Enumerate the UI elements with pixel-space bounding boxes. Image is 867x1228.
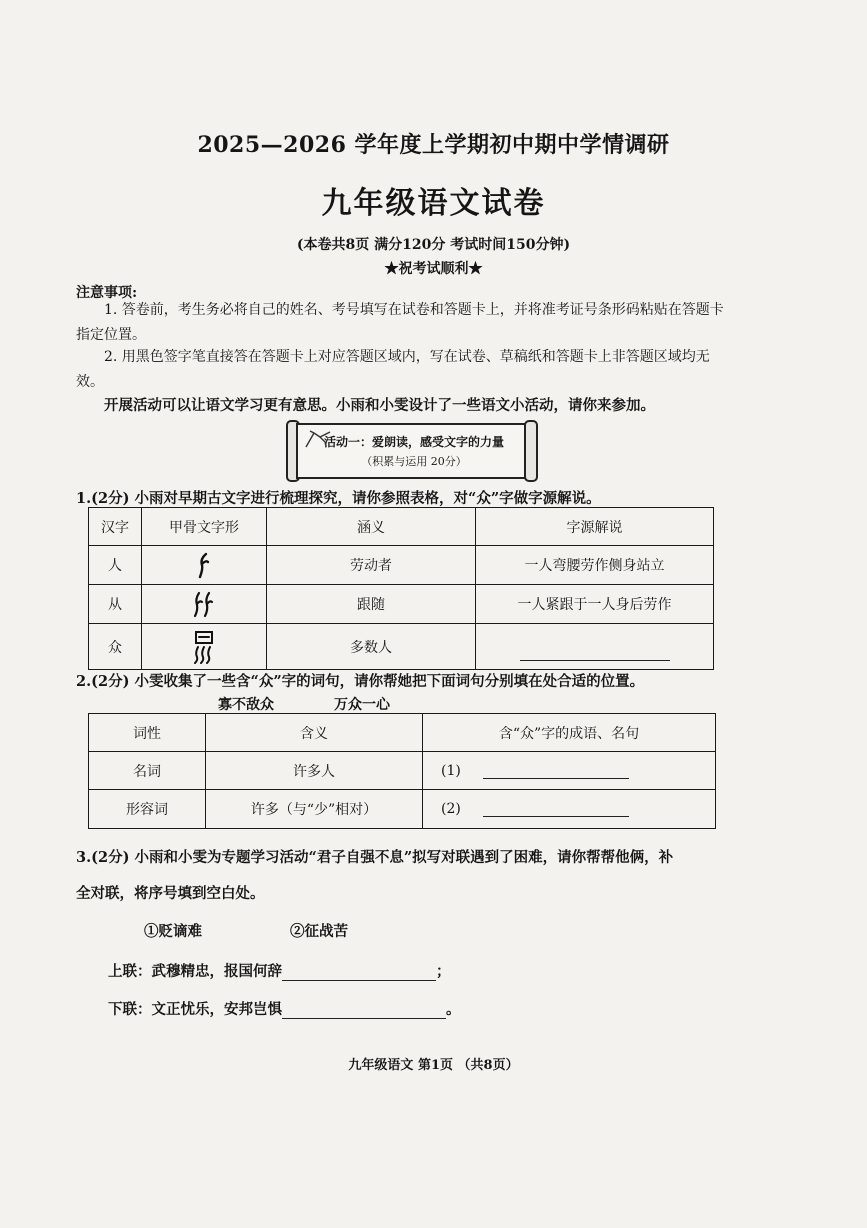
table-row: [89, 546, 714, 585]
q2-col-meaning: 含义: [206, 714, 423, 752]
table-row: [89, 752, 716, 790]
q1-char: 众: [89, 624, 142, 670]
q2-col-pos: 词性: [89, 714, 206, 752]
q1-answer-blank[interactable]: [520, 644, 670, 661]
q1-header-row: [89, 508, 714, 546]
scroll-body: [296, 423, 532, 479]
oracle-zhong-glyph: [142, 624, 267, 670]
q3-lower-end: 。: [446, 1001, 461, 1018]
q3-upper-couplet: [108, 960, 451, 981]
q3-prompt-line-2: 全对联，将序号填到空白处。: [76, 885, 265, 902]
q2-option-2: 万众一心: [334, 697, 390, 713]
q3-lower-text: 下联：文正忧乐，安邦岂惧: [108, 1001, 282, 1018]
q3-upper-text: 上联：武穆精忠，报国何辞: [108, 963, 282, 980]
q1-char: 人: [89, 546, 142, 585]
q1-col-glyph: 甲骨文字形: [142, 508, 267, 546]
q3-prompt-line-1: 3.(2分) 小雨和小雯为专题学习活动“君子自强不息”拟写对联遇到了困难，请你帮帮他俩，补: [76, 849, 674, 866]
table-row: [89, 790, 716, 829]
q1-col-char: 汉字: [89, 508, 142, 546]
paper-info: (本卷共8页 满分120分 考试时间150分钟): [296, 237, 571, 253]
q3-upper-blank[interactable]: [282, 966, 436, 981]
q2-answer-blank-2[interactable]: [483, 802, 629, 817]
q1-answer-cell: [476, 624, 714, 670]
q3-upper-end: ；: [436, 963, 451, 980]
q1-meaning: 劳动者: [267, 546, 476, 585]
q2-answer-cell: [423, 790, 716, 829]
notice-item-1: 1. 答卷前，考生务必将自己的姓名、考号填写在试卷和答题卡上，并将准考证号条形码粘贴在答题卡指定位置。: [76, 302, 724, 343]
q2-header-row: [89, 714, 716, 752]
q3-lower-couplet: [108, 998, 461, 1019]
q1-col-explain: 字源解说: [476, 508, 714, 546]
q2-col-answer: 含“众”字的成语、名句: [423, 714, 716, 752]
q1-meaning: 跟随: [267, 585, 476, 624]
q2-pos: 形容词: [89, 790, 206, 829]
q1-prompt: 1.(2分) 小雨对早期古文字进行梳理探究，请你参照表格，对“众”字做字源解说。: [76, 490, 601, 507]
scroll-right-roll: [524, 420, 538, 482]
activity-intro: 开展活动可以让语文学习更有意思。小雨和小雯设计了一些语文小活动，请你来参加。: [104, 397, 655, 414]
q2-slot-label: (2): [441, 801, 461, 817]
table-row: [89, 624, 714, 670]
q2-answer-cell: [423, 752, 716, 790]
q1-col-meaning: 涵义: [267, 508, 476, 546]
notice-item-2: 2. 用黑色签字笔直接答在答题卡上对应答题区域内，写在试卷、草稿纸和答题卡上非答题区域均无效。: [76, 349, 710, 390]
oracle-ren-glyph: [142, 546, 267, 585]
q1-table: [88, 507, 714, 670]
q2-meaning: 许多（与“少”相对）: [206, 790, 423, 829]
activity-title: 活动一：爱朗读，感受文字的力量: [323, 435, 504, 449]
oracle-cong-glyph: [142, 585, 267, 624]
blessing-line: ★祝考试顺利★: [384, 261, 483, 277]
paper-title: 九年级语文试卷: [321, 186, 546, 221]
q2-pos: 名词: [89, 752, 206, 790]
notice-heading: 注意事项:: [76, 285, 138, 301]
q1-explain: 一人紧跟于一人身后劳作: [476, 585, 714, 624]
table-row: [89, 585, 714, 624]
q1-meaning: 多数人: [267, 624, 476, 670]
activity-scroll-banner: [284, 420, 540, 478]
activity-score: （积累与运用 20分）: [361, 455, 467, 468]
q2-answer-blank-1[interactable]: [483, 764, 629, 779]
q3-lower-blank[interactable]: [282, 1004, 446, 1019]
q2-meaning: 许多人: [206, 752, 423, 790]
exam-title: 2025—2026 学年度上学期初中期中学情调研: [197, 132, 670, 158]
q1-char: 从: [89, 585, 142, 624]
q2-slot-label: (1): [441, 762, 461, 779]
q2-table: [88, 713, 716, 829]
q2-prompt: 2.(2分) 小雯收集了一些含“众”字的词句，请你帮她把下面词句分别填在处合适的位置。: [76, 673, 645, 690]
q3-option-1: ①贬谪难: [144, 923, 202, 940]
q2-option-1: 寡不敌众: [218, 697, 274, 713]
q1-explain: 一人弯腰劳作侧身站立: [476, 546, 714, 585]
page-footer: 九年级语文 第1页 （共8页）: [348, 1058, 519, 1073]
q3-option-2: ②征战苦: [290, 923, 348, 940]
